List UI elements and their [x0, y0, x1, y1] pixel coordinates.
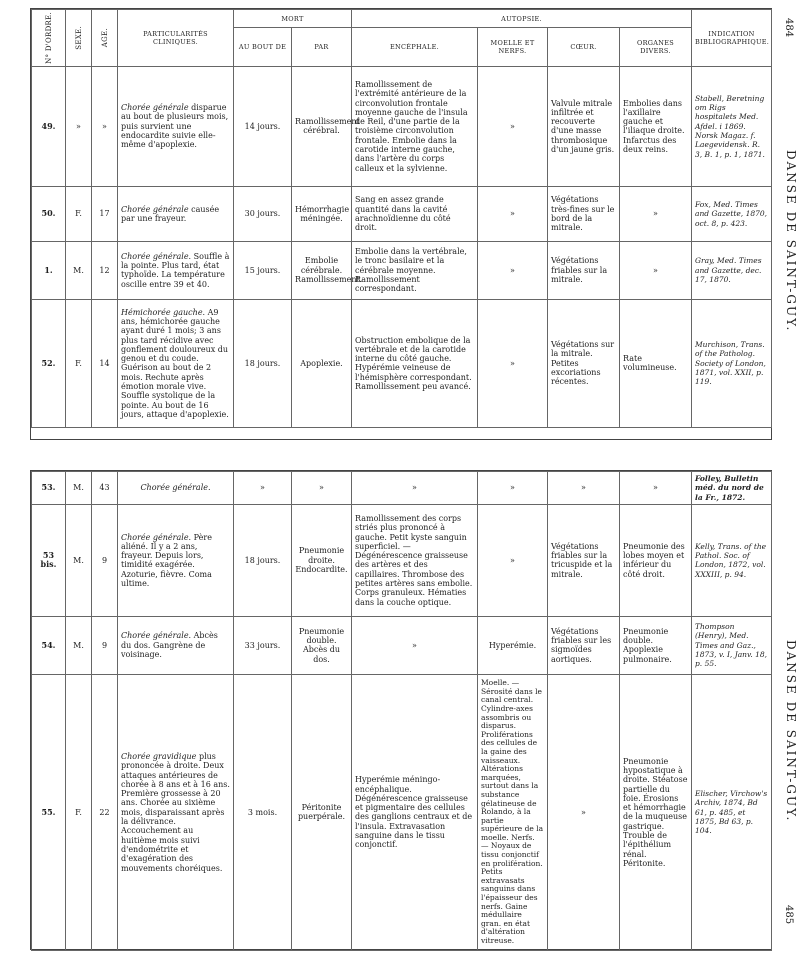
cell-sexe: M. — [66, 472, 92, 505]
cell-sexe: M. — [66, 616, 92, 674]
page-number-top: 484 — [783, 18, 794, 38]
cell-clinique — [118, 616, 234, 674]
cell-encephale: » — [352, 472, 478, 505]
clinique-text: A9 ans, hémichorée gauche ayant duré 1 mois; 3 ans plus tard récidive avec gonflement douloureux du genou et du coude. Guérison au bout de 2 mois. Rechute après émotion morale vive. Souffle systolique de la pointe. Au bout de 16 jours, attaque d'apoplexie. — [121, 307, 229, 419]
header-particularites: PARTICULARITÉS CLINIQUES. — [118, 10, 234, 67]
cell-no: 54. — [32, 616, 66, 674]
header-no: N° D'ORDRE. — [32, 10, 66, 67]
cell-biblio: Kelly, Trans. of the Pathol. Soc. of London, 1872, vol. XXXIII, p. 94. — [692, 504, 772, 616]
table-row — [32, 472, 772, 505]
cell-sexe: F. — [66, 674, 92, 950]
header-indication: INDICATION BIBLIOGRAPHIQUE. — [692, 10, 772, 67]
cell-coeur: Végétations très-fines sur le bord de la mitrale. — [548, 186, 620, 241]
header-coeur: CŒUR. — [548, 28, 620, 67]
table-row — [32, 299, 772, 427]
cell-biblio: Elischer, Virchow's Archiv, 1874, Bd 61, p. 485, et 1875, Bd 63, p. 104. — [692, 674, 772, 950]
cell-bout: 30 jours. — [234, 186, 292, 241]
cell-coeur: Végétations sur la mitrale. Petites excoriations récentes. — [548, 299, 620, 427]
cell-organes: Pneumonie double. Apoplexie pulmonaire. — [620, 616, 692, 674]
top-table — [31, 9, 772, 428]
cell-coeur: Végétations friables sur les sigmoïdes aortiques. — [548, 616, 620, 674]
cell-sexe: F. — [66, 299, 92, 427]
cell-no: 53. — [32, 472, 66, 505]
cell-coeur: » — [548, 674, 620, 950]
cell-clinique — [118, 186, 234, 241]
cell-bout: 14 jours. — [234, 66, 292, 186]
cell-coeur: Végétations friables sur la tricuspide et la mitrale. — [548, 504, 620, 616]
cell-clinique — [118, 241, 234, 299]
table-row — [32, 186, 772, 241]
header-moelle: MOELLE ET NERFS. — [478, 28, 548, 67]
running-head-top: DANSE DE SAINT-GUY. — [784, 150, 798, 333]
cell-biblio: Thompson (Henry), Med. Times and Gaz., 1873, v. I, Janv. 18, p. 55. — [692, 616, 772, 674]
cell-organes: Embolies dans l'axillaire gauche et l'iliaque droite. Infarctus des deux reins. — [620, 66, 692, 186]
header-mort-par: PAR — [292, 28, 352, 67]
cell-moelle: » — [478, 472, 548, 505]
cell-coeur: » — [548, 472, 620, 505]
cell-sexe: » — [66, 66, 92, 186]
cell-organes: » — [620, 472, 692, 505]
cell-bout: 3 mois. — [234, 674, 292, 950]
cell-moelle: Moelle. — Sérosité dans le canal central. Cylindre-axes assombris ou disparus. Proliférations des cellules de la gaine des vaisseaux. Altérations marquées, surtout dans la substance gélatineuse de Rolando, à la partie supérieure de la moelle. Nerfs. — Noyaux de tissu conjonctif en prolifération. Petits extravasats sanguins dans l'épaisseur des nerfs. Gaine médullaire gran. en état d'altération vitreuse. — [478, 674, 548, 950]
header-mort: MORT — [234, 10, 352, 28]
cell-biblio: Murchison, Trans. of the Patholog. Society of London, 1871, vol. XXII, p. 119. — [692, 299, 772, 427]
cell-par: Péritonite puerpérale. — [292, 674, 352, 950]
cell-bout: 33 jours. — [234, 616, 292, 674]
cell-organes: » — [620, 241, 692, 299]
header-sexe: SEXE. — [66, 10, 92, 67]
cell-clinique — [118, 299, 234, 427]
header-organes: ORGANES DIVERS. — [620, 28, 692, 67]
clinique-text: Abcès du dos. Gangrène de voisinage. — [121, 631, 218, 660]
cell-biblio: Folley, Bulletin méd. du nord de la Fr., 1872. — [692, 472, 772, 505]
cell-bout: 18 jours. — [234, 299, 292, 427]
cell-bout: 18 jours. — [234, 504, 292, 616]
cell-sexe: M. — [66, 241, 92, 299]
clinique-text: disparue au bout de plusieurs mois, puis survient une endocardite suivie elle-même d'apoplexie. — [121, 103, 229, 150]
cell-age: 12 — [92, 241, 118, 299]
cell-encephale: Sang en assez grande quantité dans la cavité arachnoïdienne du côté droit. — [352, 186, 478, 241]
cell-no: 53 bis. — [32, 504, 66, 616]
clinique-lead: Hémichorée gauche. — [121, 307, 206, 317]
cell-sexe: F. — [66, 186, 92, 241]
cell-age: 14 — [92, 299, 118, 427]
cell-no: 1. — [32, 241, 66, 299]
bottom-table — [31, 471, 772, 951]
clinique-lead: Chorée générale. — [121, 631, 192, 641]
cell-coeur: Végétations friables sur la mitrale. — [548, 241, 620, 299]
table-row — [32, 504, 772, 616]
cell-age: 9 — [92, 504, 118, 616]
cell-moelle: » — [478, 186, 548, 241]
header-autopsie: AUTOPSIE. — [352, 10, 692, 28]
clinique-lead: Chorée générale — [121, 103, 189, 113]
table-row — [32, 616, 772, 674]
cell-clinique — [118, 472, 234, 505]
cell-no: 55. — [32, 674, 66, 950]
cell-organes: Pneumonie hypostatique à droite. Stéatose partielle du foie. Érosions et hémorrhagie de la muqueuse gastrique. Trouble de l'épithélium rénal. Péritonite. — [620, 674, 692, 950]
cell-encephale: Obstruction embolique de la vertébrale et de la carotide interne du côté gauche. Hypérémie veineuse de l'hémisphère correspondant. Ramollissement peu avancé. — [352, 299, 478, 427]
table-row — [32, 241, 772, 299]
header-age: AGE. — [92, 10, 118, 67]
cell-par: Pneumonie double. Abcès du dos. — [292, 616, 352, 674]
cell-age: 43 — [92, 472, 118, 505]
cell-clinique — [118, 504, 234, 616]
cell-organes: Pneumonie des lobes moyen et inférieur du côté droit. — [620, 504, 692, 616]
cell-no: 52. — [32, 299, 66, 427]
cell-age: 22 — [92, 674, 118, 950]
cell-organes: » — [620, 186, 692, 241]
cell-moelle: » — [478, 241, 548, 299]
cell-no: 49. — [32, 66, 66, 186]
cell-coeur: Valvule mitrale infiltrée et recouverte d'une masse thrombosique d'un jaune gris. — [548, 66, 620, 186]
cell-clinique — [118, 674, 234, 950]
table-row — [32, 674, 772, 950]
cell-biblio: Stabell, Beretning om Rigs hospitalets Med. Afdel. i 1869. Norsk Magaz. f. Laegevidensk. R. 3, B. 1, p. 1, 1871. — [692, 66, 772, 186]
clinique-lead: Chorée générale — [121, 204, 189, 214]
cell-encephale: Ramollissement des corps striés plus prononcé à gauche. Petit kyste sanguin superficiel. — Dégénérescence graisseuse des artères et des capillaires. Thrombose des petites artères sans embolie. Corps granuleux. Hématies dans la couche optique. — [352, 504, 478, 616]
cell-biblio: Gray, Med. Times and Gazette, dec. 17, 1870. — [692, 241, 772, 299]
clinique-lead: Chorée générale. — [140, 483, 211, 493]
cell-encephale: Embolie dans la vertébrale, le tronc basilaire et la cérébrale moyenne. Ramollissement correspondant. — [352, 241, 478, 299]
cell-encephale: Hyperémie méningo-encéphalique. Dégénérescence graisseuse et pigmentaire des cellules des ganglions centraux et de l'insula. Extravasation sanguine dans le tissu conjonctif. — [352, 674, 478, 950]
clinique-text: causée par une frayeur. — [121, 204, 220, 223]
cell-bout: » — [234, 472, 292, 505]
cell-par: Embolie cérébrale. Ramollissement. — [292, 241, 352, 299]
cell-age: » — [92, 66, 118, 186]
clinique-text: Souffle à la pointe. Plus tard, état typhoïde. La température oscille entre 39 et 40. — [121, 251, 230, 289]
clinique-lead: Chorée générale. — [121, 532, 192, 542]
cell-bout: 15 jours. — [234, 241, 292, 299]
cell-age: 9 — [92, 616, 118, 674]
cell-par: Ramollissement cérébral. — [292, 66, 352, 186]
cell-par: Pneumonie droite. Endocardite. — [292, 504, 352, 616]
clinique-text: Père aliéné. Il y a 2 ans, frayeur. Depuis lors, timidité exagérée. Azoturie, fièvre. Coma ultime. — [121, 532, 212, 588]
cell-moelle: » — [478, 66, 548, 186]
cell-par: Hémorrhagie méningée. — [292, 186, 352, 241]
cell-encephale: Ramollissement de l'extrémité antérieure de la circonvolution frontale moyenne gauche de l'insula de Reil, d'une partie de la troisième circonvolution frontale. Embolie dans la carotide interne gauche, dans l'artère du corps calleux et la sylvienne. — [352, 66, 478, 186]
clinique-lead: Chorée générale. — [121, 251, 192, 261]
running-head-bottom: DANSE DE SAINT-GUY. — [784, 640, 798, 823]
cell-moelle: Hyperémie. — [478, 616, 548, 674]
cell-par: Apoplexie. — [292, 299, 352, 427]
cell-age: 17 — [92, 186, 118, 241]
header-encephale: ENCÉPHALE. — [352, 28, 478, 67]
cell-organes: Rate volumineuse. — [620, 299, 692, 427]
cell-no: 50. — [32, 186, 66, 241]
header-mort-bout: AU BOUT DE — [234, 28, 292, 67]
cell-moelle: » — [478, 299, 548, 427]
page-number-bottom: 485 — [783, 905, 794, 925]
cell-clinique — [118, 66, 234, 186]
cell-sexe: M. — [66, 504, 92, 616]
cell-par: » — [292, 472, 352, 505]
clinique-lead: Chorée gravidique — [121, 751, 197, 761]
cell-encephale: » — [352, 616, 478, 674]
top-table-sheet — [30, 8, 772, 440]
clinique-text: plus prononcée à droite. Deux attaques antérieures de chorée à 8 ans et à 16 ans. Première grossesse à 20 ans. Chorée au sixième mois, disparaissant après la délivrance. Accouchement au huitième mois suivi d'endométrite et d'exagération des mouvements choréiques. — [121, 751, 230, 873]
table-row — [32, 66, 772, 186]
cell-biblio: Fox, Med. Times and Gazette, 1870, oct. 8, p. 423. — [692, 186, 772, 241]
bottom-table-sheet — [30, 470, 772, 950]
cell-moelle: » — [478, 504, 548, 616]
